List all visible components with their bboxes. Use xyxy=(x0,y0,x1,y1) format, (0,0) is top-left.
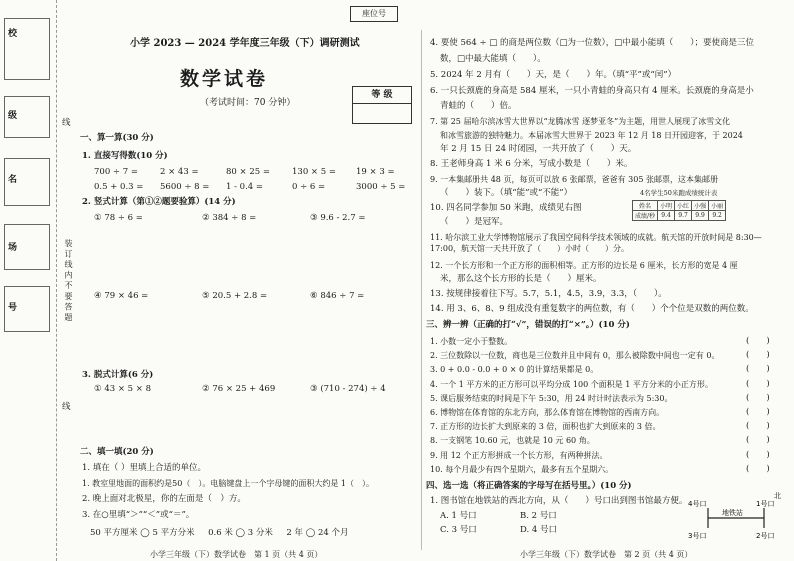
map-north: 北 xyxy=(774,492,781,500)
q2-item: ② 384 ÷ 8 = xyxy=(202,213,257,223)
map-exit-2: 2号口 xyxy=(756,532,775,540)
stats-cell: 姓名 xyxy=(633,201,658,211)
right-item: 米，那么这个长方形的长是（ ）厘米。 xyxy=(440,274,602,284)
q2-item: ⑤ 20.5 + 2.8 = xyxy=(202,291,268,301)
right-item: 7. 第 25 届哈尔滨冰雪大世界以“龙腾冰雪 逐梦亚冬”为主题，用世人展现了冰雪文化 xyxy=(430,117,731,126)
right-item: 10. 四名同学参加 50 米跑，成绩见右图 xyxy=(430,203,582,213)
time-note: （考试时间：70 分钟） xyxy=(200,98,296,108)
stats-table-title: 4名学生50米跑成绩统计表 xyxy=(640,189,718,197)
judge-item: 8. 一支钢笔 10.60 元，也就是 10 元 60 角。 xyxy=(430,436,595,446)
compare-circle-icon[interactable]: ◯ xyxy=(305,528,316,538)
stats-table xyxy=(632,200,726,221)
school-field[interactable] xyxy=(4,18,50,80)
choose-option[interactable]: C. 3 号口 xyxy=(440,525,477,535)
section1-title: 一、算一算(30 分) xyxy=(80,133,154,143)
judge-item: 7. 正方形的边长扩大到原来的 3 倍，面积也扩大到原来的 3 倍。 xyxy=(430,422,661,432)
q3-item: ① 43 × 5 × 8 xyxy=(94,384,152,394)
room-field[interactable] xyxy=(4,224,50,270)
right-item: 青蛙的（ ）倍。 xyxy=(440,101,517,111)
binding-mark-top: 线 xyxy=(62,118,71,128)
judge-item: 9. 用 12 个正方形拼成一个长方形，有两种拼法。 xyxy=(430,450,608,460)
compare-right: 24 个月 xyxy=(317,528,349,538)
right-item: 9. 一本集邮册共 48 页，每页可以放 6 张邮票，爸爸有 305 张邮票，这本集邮册 xyxy=(430,175,718,184)
judge-answer-blank[interactable]: ( ) xyxy=(746,421,770,432)
right-item: 12. 一个长方形和一个正方形的面积相等。正方形的边长是 6 厘米，长方形的宽是 4 厘 xyxy=(430,261,738,270)
judge-answer-blank[interactable]: ( ) xyxy=(746,350,770,361)
right-item: 数，□中最大能填（ ）。 xyxy=(440,54,546,64)
field-name-label: 名 xyxy=(8,175,18,185)
footer-left: 小学三年级（下）数学试卷 第 1 页（共 4 页） xyxy=(150,550,323,559)
q3-item: ② 76 × 25 + 469 xyxy=(202,384,276,394)
compare-row xyxy=(90,528,348,539)
stats-cell: 9.9 xyxy=(692,211,709,221)
student-info-sidebar xyxy=(0,0,57,561)
right-item: （ ）装下。（填“能”或“不能”） xyxy=(440,188,573,198)
judge-answer-blank[interactable]: ( ) xyxy=(746,364,770,375)
field-class-label: 级 xyxy=(8,111,18,121)
q1-item: 80 × 25 = xyxy=(226,167,270,177)
q3-item: ③ (710 - 274) ÷ 4 xyxy=(310,384,386,394)
judge-answer-blank[interactable]: ( ) xyxy=(746,336,770,346)
q2-item: ③ 9.6 - 2.7 = xyxy=(310,213,366,223)
field-number-label: 号 xyxy=(8,303,18,313)
right-item: 和冰雪旅游的独特魅力。本届冰雪大世界于 2023 年 12 月 18 日开园迎客，于 2024 xyxy=(440,131,743,140)
q2-item: ⑥ 846 ÷ 7 = xyxy=(310,291,365,301)
q2-item: ① 78 ÷ 6 = xyxy=(94,213,143,223)
judge-answer-blank[interactable]: ( ) xyxy=(746,435,770,446)
judge-answer-blank[interactable]: ( ) xyxy=(746,378,770,389)
choose-title: 四、选一选（将正确答案的字母写在括号里。）(10 分) xyxy=(426,481,632,491)
q1-item: 19 × 3 = xyxy=(356,167,395,177)
stats-cell: 成绩/秒 xyxy=(633,211,658,221)
q1-item: 130 × 5 = xyxy=(292,167,336,177)
judge-answer-blank[interactable]: ( ) xyxy=(746,463,770,474)
q1-item: 2 × 43 = xyxy=(160,167,199,177)
choose-option[interactable]: D. 4 号口 xyxy=(520,525,558,535)
q1-item: 3000 ÷ 5 = xyxy=(356,182,406,192)
compare-right: 3 分米 xyxy=(247,528,273,538)
right-item: 年 2 月 15 日 24 时闭园，一共开放了（ ）天。 xyxy=(440,144,637,154)
footer-right: 小学三年级（下）数学试卷 第 2 页（共 4 页） xyxy=(520,550,693,559)
q2-item: ④ 79 × 46 = xyxy=(94,291,149,301)
choose-option[interactable]: B. 2 号口 xyxy=(520,511,557,521)
paper-title: 数学试卷 xyxy=(180,68,269,90)
field-room-label: 场 xyxy=(8,243,18,253)
q1-item: 0 ÷ 6 = xyxy=(292,182,326,192)
right-item: 8. 王老师身高 1 米 6 分米，写成小数是（ ）米。 xyxy=(430,159,633,169)
grade-label: 等 级 xyxy=(353,87,411,104)
q1-item: 700 ÷ 7 = xyxy=(94,167,138,177)
judge-item: 10. 每个月最少有四个星期六，最多有五个星期六。 xyxy=(430,464,614,474)
seat-number-box: 座位号 xyxy=(350,6,398,22)
fill-item: 3. 在○里填“＞”“＜”或“＝”。 xyxy=(82,510,195,520)
exam-title: 小学 2023 — 2024 学年度三年级（下）调研测试 xyxy=(130,38,360,49)
judge-item: 3. 0 + 0.0 - 0.0 + 0 × 0 的计算结果都是 0。 xyxy=(430,365,599,375)
compare-left: 2 年 xyxy=(286,528,304,538)
judge-answer-blank[interactable]: ( ) xyxy=(746,407,770,417)
fill-item: 2. 晚上面对北极星，你的左面是（ ）方。 xyxy=(82,494,246,504)
stats-cell: 小红 xyxy=(675,201,692,211)
compare-left: 0.6 米 xyxy=(208,528,233,538)
judge-item: 2. 三位数除以一位数，商也是三位数并且中间有 0，那么被除数中间也一定有 0。 xyxy=(430,351,720,361)
stats-cell: 小明 xyxy=(658,201,675,211)
right-item: 5. 2024 年 2 月有（ ）天，是（ ）年。（填“平”或“闰”） xyxy=(430,70,677,80)
judge-answer-blank[interactable]: ( ) xyxy=(746,449,770,460)
judge-item: 1. 小数一定小于整数。 xyxy=(430,337,513,346)
map-exit-1: 1号口 xyxy=(756,500,775,508)
field-school-label: 校 xyxy=(8,29,18,39)
section2-title: 二、填一填(20 分) xyxy=(80,447,154,457)
right-item: 14. 用 3、6、8、9 组成没有重复数字的两位数，有（ ）个个位是双数的两位数。 xyxy=(430,304,754,314)
map-station: 地铁站 xyxy=(722,509,743,517)
compare-right: 5 平方分米 xyxy=(152,528,195,538)
q1-title: 1. 直接写得数(10 分) xyxy=(82,151,168,161)
stats-cell: 小强 xyxy=(692,201,709,211)
right-item: 6. 一只长颈鹿的身高是 584 厘米，一只小青蛙的身高只有 4 厘米。长颈鹿的身高是小 xyxy=(430,86,754,96)
map-exit-3: 3号口 xyxy=(688,532,707,540)
compare-circle-icon[interactable]: ◯ xyxy=(140,528,150,538)
stats-cell: 9.2 xyxy=(709,211,726,221)
name-field[interactable] xyxy=(4,158,50,206)
compare-left: 50 平方厘米 xyxy=(90,528,138,538)
judge-item: 5. 课后服务结束的时间是下午 5:30，用 24 时计时法表示为 5:30。 xyxy=(430,393,673,403)
judge-item: 6. 博物馆在体育馆的东北方向，那么体育馆在博物馆的西南方向。 xyxy=(430,408,665,417)
choose-question: 1. 图书馆在地铁站的西北方向，从（ ）号口出到图书馆最方便。 xyxy=(430,496,688,506)
right-item: 4. 要使 564 ÷ □ 的商是两位数（□为一位数），□中最小能填（ ）；要使商是三位 xyxy=(430,38,755,48)
q1-item: 1 - 0.4 = xyxy=(226,182,264,192)
binding-mark-bottom: 线 xyxy=(62,402,71,412)
compare-circle-icon[interactable]: ◯ xyxy=(235,528,246,538)
q1-item: 0.5 + 0.3 = xyxy=(94,182,144,192)
fill-item: 1. 填在（ ）里填上合适的单位。 xyxy=(82,463,207,473)
fill-item: 1. 教室里地面的面积约是50（ ）。电脑键盘上一个字母键的面积大约是 1（ ）。 xyxy=(82,479,374,488)
number-field[interactable] xyxy=(4,286,50,332)
judge-answer-blank[interactable]: ( ) xyxy=(746,392,770,403)
grade-box[interactable] xyxy=(352,86,412,124)
binding-line-text: 装 订 线 内 不 要 答 题 xyxy=(64,239,73,321)
q2-title: 2. 竖式计算（第①②题要验算）(14 分) xyxy=(82,197,236,207)
q3-title: 3. 脱式计算(6 分) xyxy=(82,370,154,380)
stats-cell: 9.7 xyxy=(675,211,692,221)
map-exit-4: 4号口 xyxy=(688,500,707,508)
judge-item: 4. 一个 1 平方米的正方形可以平均分成 100 个面积是 1 平方分米的小正方形。 xyxy=(430,379,713,389)
judge-title: 三、辨一辨（正确的打“√”，错误的打“×”。）(10 分) xyxy=(426,320,630,330)
q1-item: 5600 ÷ 8 = xyxy=(160,182,210,192)
stats-cell: 小丽 xyxy=(709,201,726,211)
right-item: （ ）是冠军。 xyxy=(440,217,509,227)
class-field[interactable] xyxy=(4,96,50,138)
stats-cell: 9.4 xyxy=(658,211,675,221)
page-divider xyxy=(421,30,422,550)
subway-map xyxy=(686,490,786,556)
right-item: 13. 按规律接着往下写。5.7，5.1，4.5，3.9，3.3，（ ）。 xyxy=(430,289,667,299)
right-item: 11. 哈尔滨工业大学博物馆展示了我国空间科学技术领域的成就。航天馆的开放时间是 8:30—17:00，航天馆一天共开放了（ ）小时（ ）分。 xyxy=(430,233,762,253)
choose-option[interactable]: A. 1 号口 xyxy=(440,511,477,521)
